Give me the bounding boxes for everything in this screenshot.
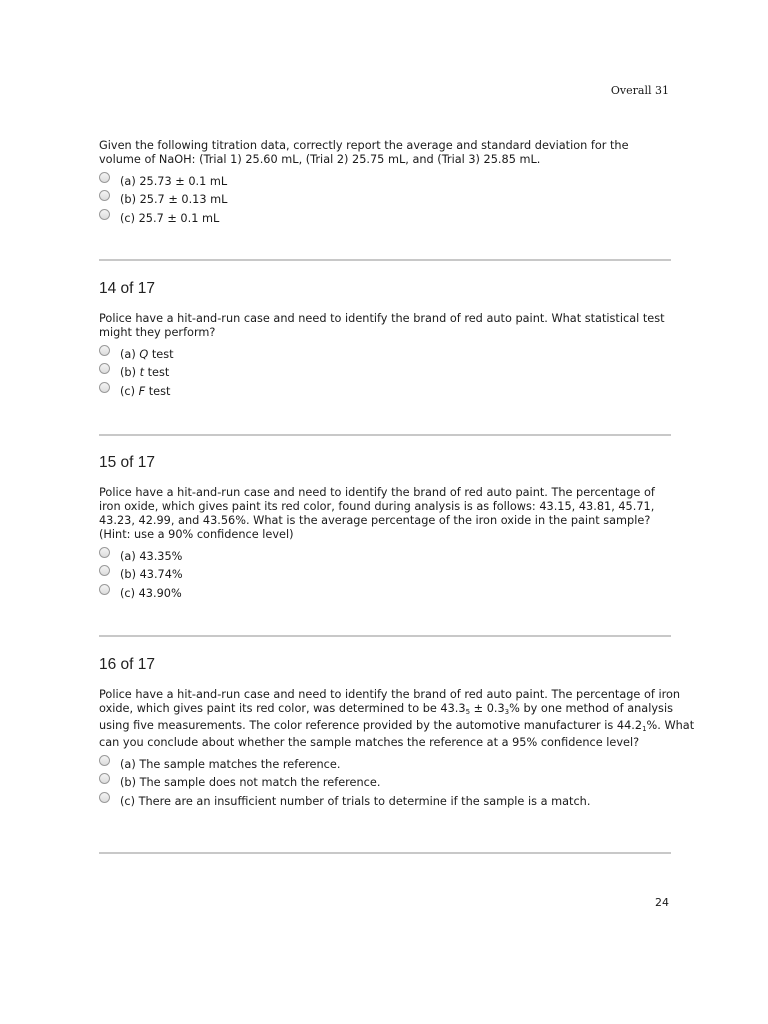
radio-button-icon[interactable] xyxy=(99,547,110,558)
answer-options xyxy=(99,345,671,401)
question-title: 16 of 17 xyxy=(99,656,156,673)
divider xyxy=(99,259,671,261)
answer-options xyxy=(99,755,671,811)
question-title: 14 of 17 xyxy=(99,280,156,297)
question-text: Given the following titration data, correctly report the average and standard deviation for the volume of NaOH: (Trial 1) 25.60 mL, (Trial 2) 25.75 mL, and (Trial 3) 25.85 mL. xyxy=(99,139,629,166)
question-text: Police have a hit-and-run case and need to identify the brand of red auto paint. What statistical test might they perform? xyxy=(99,312,665,339)
radio-button-icon[interactable] xyxy=(99,345,110,356)
option-label: (b) 43.74% xyxy=(120,568,183,582)
option-label: (a) Q test xyxy=(120,347,174,361)
option-a[interactable] xyxy=(99,345,671,364)
option-label: (b) The sample does not match the reference. xyxy=(120,776,381,790)
option-label: (a) 43.35% xyxy=(120,549,183,563)
answer-options xyxy=(99,547,671,603)
radio-button-icon[interactable] xyxy=(99,755,110,766)
radio-button-icon[interactable] xyxy=(99,209,110,220)
option-label: (b) t test xyxy=(120,366,170,380)
option-label: (c) 25.7 ± 0.1 mL xyxy=(120,211,220,225)
radio-button-icon[interactable] xyxy=(99,382,110,393)
question-16 xyxy=(99,656,695,811)
question-text: Police have a hit-and-run case and need to identify the brand of red auto paint. The percentage of iron oxide, which gives paint its red color, found during analysis is as follows: 43.15, 43.81, 45.71, 43.23, 42.99, and 43.56%. What is the average percentage of the iron oxide in the paint sample? (Hint: use a 90% confidence level) xyxy=(99,486,655,541)
option-b[interactable] xyxy=(99,364,671,383)
divider xyxy=(99,635,671,637)
option-b[interactable] xyxy=(99,191,671,210)
option-a[interactable] xyxy=(99,755,671,774)
option-c[interactable] xyxy=(99,209,671,228)
option-c[interactable] xyxy=(99,584,671,603)
option-label: (c) 43.90% xyxy=(120,586,182,600)
question-13 xyxy=(99,139,671,228)
question-text: Police have a hit-and-run case and need to identify the brand of red auto paint. The percentage of iron oxide, which gives paint its red color, was determined to be $43.3_5 \pm 0.3_3\%$ by one method of analysis using five measurements. The color reference provided by the automotive manufacturer is $44.2_1\%$. What can you conclude about whether the sample matches the reference at a 95% confidence level? xyxy=(99,688,695,749)
radio-button-icon[interactable] xyxy=(99,172,110,183)
divider xyxy=(99,852,671,854)
question-title: 15 of 17 xyxy=(99,454,156,471)
option-label: (a) The sample matches the reference. xyxy=(120,757,341,771)
option-label: (c) F test xyxy=(120,384,171,398)
option-label: (a) 25.73 ± 0.1 mL xyxy=(120,174,228,188)
answer-options xyxy=(99,172,671,228)
question-15 xyxy=(99,454,671,603)
option-c[interactable] xyxy=(99,792,671,811)
option-b[interactable] xyxy=(99,566,671,585)
option-label: (c) There are an insufficient number of trials to determine if the sample is a match. xyxy=(120,794,591,808)
option-b[interactable] xyxy=(99,774,671,793)
option-a[interactable] xyxy=(99,172,671,191)
option-c[interactable] xyxy=(99,382,671,401)
option-label: (b) 25.7 ± 0.13 mL xyxy=(120,193,228,207)
radio-button-icon[interactable] xyxy=(99,565,110,576)
question-14 xyxy=(99,280,671,401)
radio-button-icon[interactable] xyxy=(99,190,110,201)
page-header: Overall 31 xyxy=(610,84,669,97)
radio-button-icon[interactable] xyxy=(99,792,110,803)
radio-button-icon[interactable] xyxy=(99,363,110,374)
divider xyxy=(99,434,671,436)
page-number: 24 xyxy=(655,896,669,909)
option-a[interactable] xyxy=(99,547,671,566)
radio-button-icon[interactable] xyxy=(99,584,110,595)
radio-button-icon[interactable] xyxy=(99,773,110,784)
